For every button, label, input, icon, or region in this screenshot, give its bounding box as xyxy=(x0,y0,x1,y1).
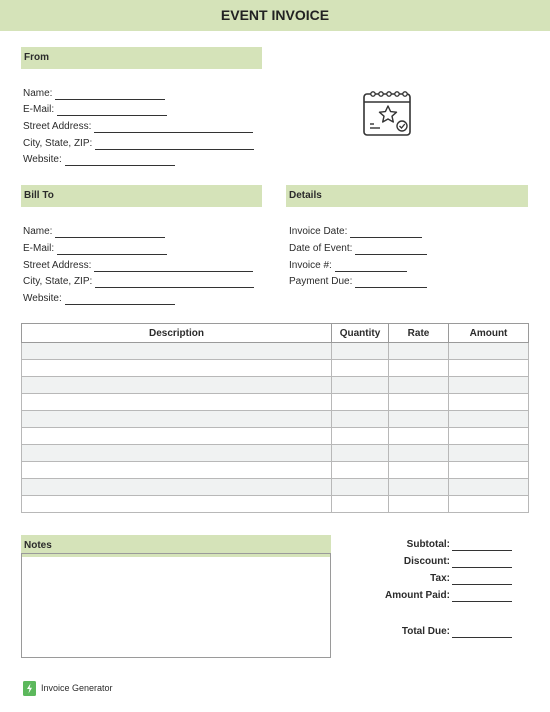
notes-textarea[interactable] xyxy=(21,553,331,658)
invoice-title: EVENT INVOICE xyxy=(0,0,550,31)
amount-paid-field[interactable]: Amount Paid: xyxy=(360,590,512,602)
from-email-field[interactable]: E-Mail: xyxy=(23,104,167,116)
bill-to-website-field[interactable]: Website: xyxy=(23,293,175,305)
table-row[interactable] xyxy=(22,360,529,377)
line-items-table xyxy=(21,323,529,513)
table-row[interactable] xyxy=(22,479,529,496)
bill-to-name-field[interactable]: Name: xyxy=(23,226,165,238)
calendar-star-icon xyxy=(362,86,414,138)
tax-field[interactable]: Tax: xyxy=(360,573,512,585)
column-amount: Amount xyxy=(449,324,529,343)
discount-field[interactable]: Discount: xyxy=(360,556,512,568)
invoice-number-field[interactable]: Invoice #: xyxy=(289,260,407,272)
column-description: Description xyxy=(22,324,332,343)
notes-heading: Notes xyxy=(21,535,331,557)
table-row[interactable] xyxy=(22,428,529,445)
table-row[interactable] xyxy=(22,496,529,513)
table-header-row xyxy=(22,324,529,343)
table-row[interactable] xyxy=(22,411,529,428)
subtotal-field[interactable]: Subtotal: xyxy=(360,539,512,551)
footer-brand xyxy=(23,680,113,696)
table-row[interactable] xyxy=(22,377,529,394)
brand-name: Invoice Generator xyxy=(41,683,113,693)
invoice-generator-logo-icon xyxy=(23,681,36,696)
table-row[interactable] xyxy=(22,445,529,462)
invoice-date-field[interactable]: Invoice Date: xyxy=(289,226,422,238)
payment-due-field[interactable]: Payment Due: xyxy=(289,276,427,288)
bill-to-city-field[interactable]: City, State, ZIP: xyxy=(23,276,254,288)
total-due-field[interactable]: Total Due: xyxy=(360,626,512,638)
column-rate: Rate xyxy=(389,324,449,343)
table-row[interactable] xyxy=(22,394,529,411)
table-row[interactable] xyxy=(22,462,529,479)
from-city-field[interactable]: City, State, ZIP: xyxy=(23,138,254,150)
from-heading: From xyxy=(21,47,262,69)
from-street-field[interactable]: Street Address: xyxy=(23,121,253,133)
from-website-field[interactable]: Website: xyxy=(23,154,175,166)
column-quantity: Quantity xyxy=(332,324,389,343)
from-name-field[interactable]: Name: xyxy=(23,88,165,100)
table-row[interactable] xyxy=(22,343,529,360)
details-heading: Details xyxy=(286,185,528,207)
bill-to-heading: Bill To xyxy=(21,185,262,207)
bill-to-email-field[interactable]: E-Mail: xyxy=(23,243,167,255)
bill-to-street-field[interactable]: Street Address: xyxy=(23,260,253,272)
date-of-event-field[interactable]: Date of Event: xyxy=(289,243,427,255)
